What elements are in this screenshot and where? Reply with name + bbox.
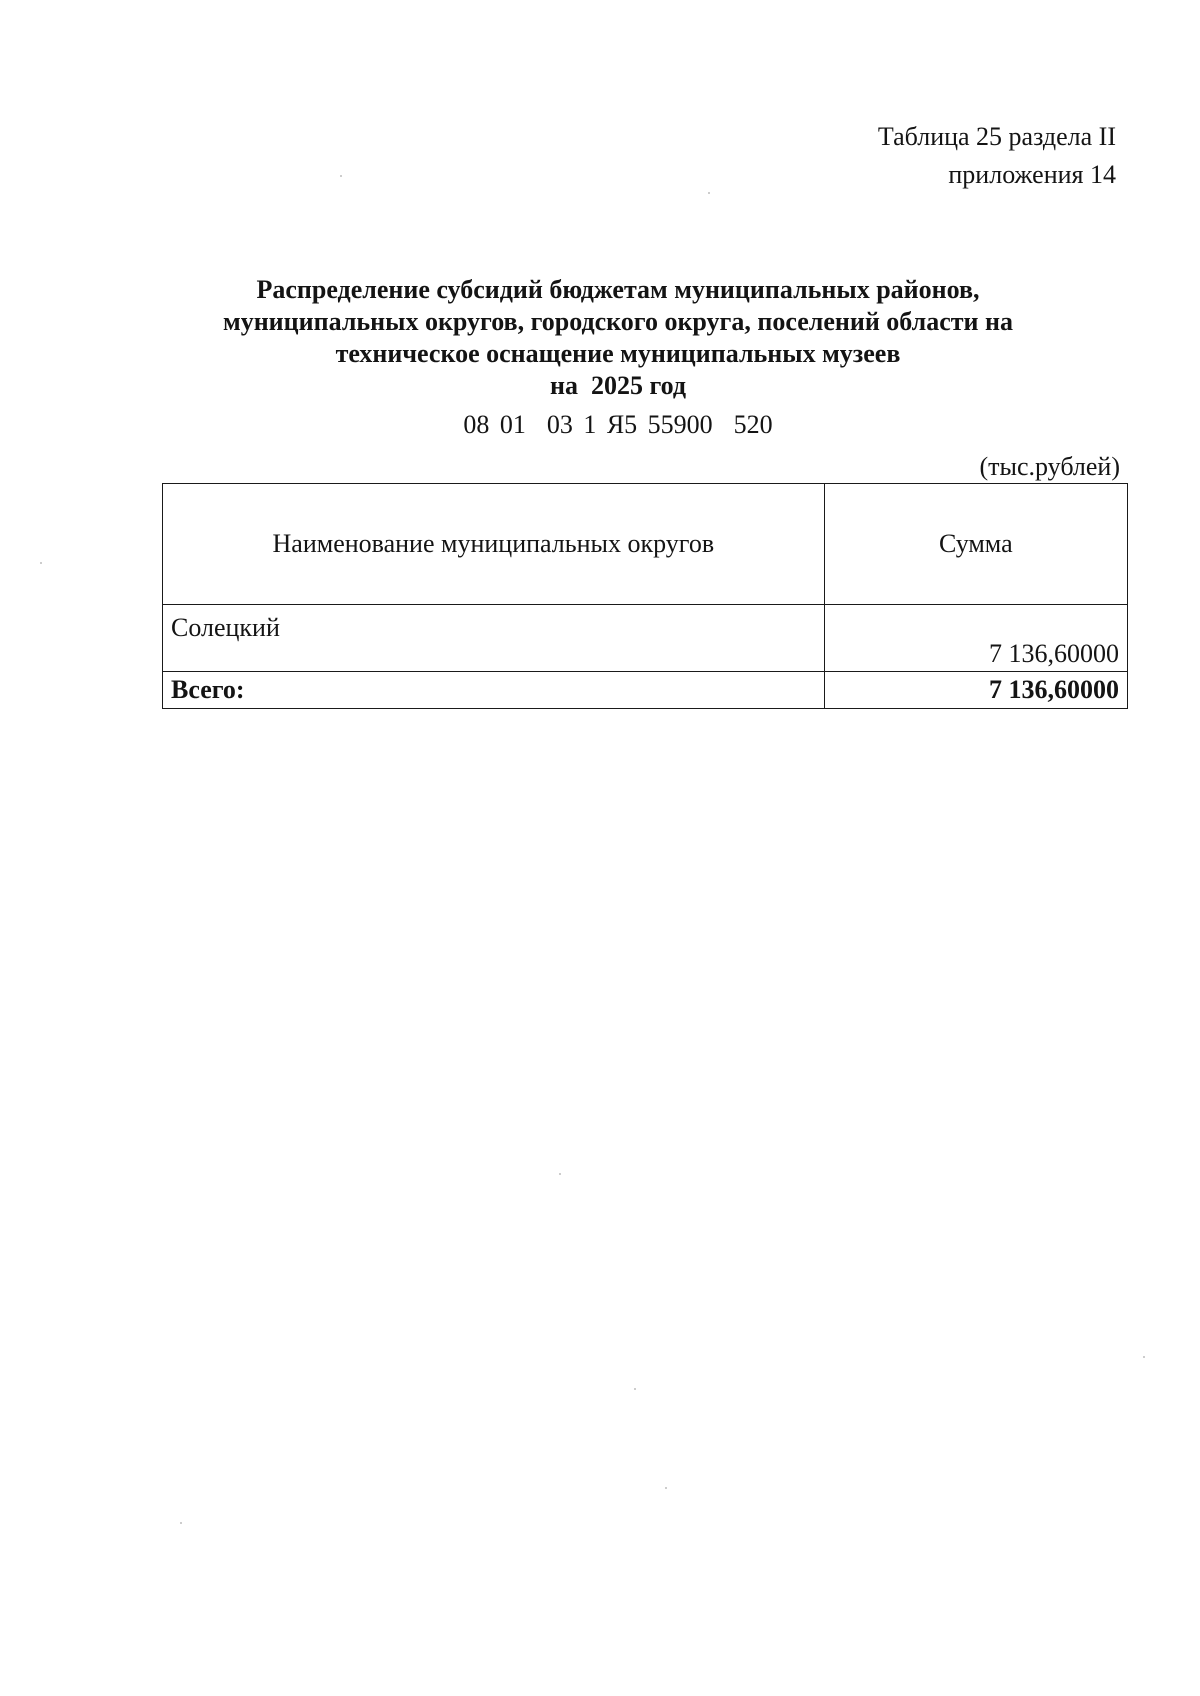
scan-speck xyxy=(340,175,342,177)
header-sum-column: Сумма xyxy=(824,484,1127,605)
scan-speck xyxy=(40,562,42,564)
scan-speck xyxy=(1143,1356,1145,1358)
total-label-cell: Всего: xyxy=(163,672,825,709)
district-name-cell: Солецкий xyxy=(163,605,825,672)
budget-classification-code: 08 01 03 1 Я5 55900 520 xyxy=(463,410,773,439)
title-line-2: муниципальных округов, городского округа, поселений области на xyxy=(222,307,1014,336)
scan-speck xyxy=(708,192,710,194)
district-sum-cell: 7 136,60000 xyxy=(824,605,1127,672)
scan-speck xyxy=(665,1487,667,1489)
total-sum-cell: 7 136,60000 xyxy=(824,672,1127,709)
scan-speck xyxy=(634,1388,636,1390)
table-row xyxy=(163,605,1128,672)
table-reference xyxy=(878,118,1116,194)
header-name-column: Наименование муниципальных округов xyxy=(163,484,825,605)
reference-appendix-number: приложения 14 xyxy=(948,160,1116,189)
document-title xyxy=(150,274,1086,442)
table-header-row xyxy=(163,484,1128,605)
subsidy-table xyxy=(162,483,1128,709)
title-line-1: Распределение субсидий бюджетам муниципальных районов, xyxy=(256,275,980,304)
units-label: (тыс.рублей) xyxy=(979,452,1120,481)
scan-speck xyxy=(180,1522,182,1524)
reference-table-number: Таблица 25 раздела II xyxy=(877,122,1116,151)
title-line-4: на 2025 год xyxy=(549,371,687,400)
scan-speck xyxy=(559,1173,561,1175)
title-line-3: техническое оснащение муниципальных музеев xyxy=(335,339,901,368)
table-total-row xyxy=(163,672,1128,709)
